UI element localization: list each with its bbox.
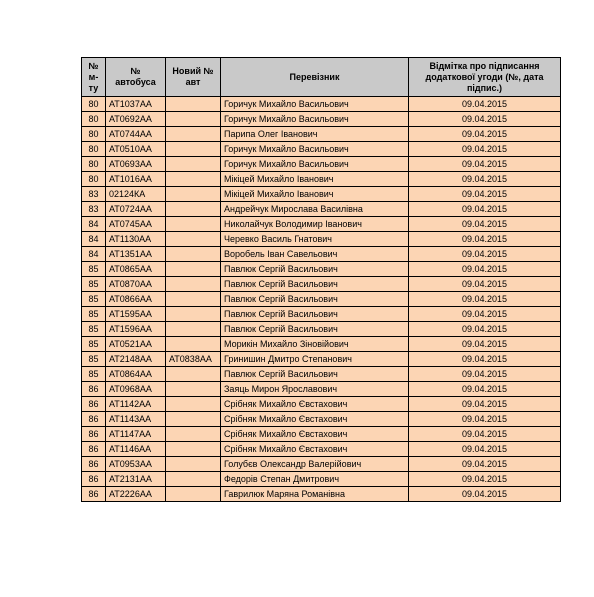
agreement-mark-cell: 09.04.2015 <box>409 202 561 217</box>
bus-number-cell: АТ0953АА <box>106 457 166 472</box>
agreement-mark-cell: 09.04.2015 <box>409 172 561 187</box>
agreement-mark-cell: 09.04.2015 <box>409 382 561 397</box>
new-bus-number-cell <box>166 187 221 202</box>
new-bus-number-cell <box>166 322 221 337</box>
agreement-mark-cell: 09.04.2015 <box>409 187 561 202</box>
new-bus-number-cell <box>166 397 221 412</box>
route-number-cell: 86 <box>82 457 106 472</box>
table-row <box>82 277 561 292</box>
new-bus-number-cell <box>166 232 221 247</box>
new-bus-number-cell <box>166 472 221 487</box>
table-row <box>82 307 561 322</box>
route-number-cell: 86 <box>82 412 106 427</box>
bus-number-cell: АТ0865АА <box>106 262 166 277</box>
carrier-cell: Срібняк Михайло Євстахович <box>221 397 409 412</box>
new-bus-number-cell <box>166 172 221 187</box>
carrier-cell: Морикін Михайло Зіновійович <box>221 337 409 352</box>
table-header <box>82 58 561 97</box>
bus-number-cell: АТ2226АА <box>106 487 166 502</box>
carrier-cell: Горичук Михайло Васильович <box>221 112 409 127</box>
carrier-cell: Андрейчук Мирослава Василівна <box>221 202 409 217</box>
table-row <box>82 457 561 472</box>
table-row <box>82 397 561 412</box>
agreement-mark-cell: 09.04.2015 <box>409 277 561 292</box>
route-number-cell: 85 <box>82 292 106 307</box>
route-number-cell: 86 <box>82 487 106 502</box>
agreement-mark-cell: 09.04.2015 <box>409 472 561 487</box>
carrier-cell: Парипа Олег Іванович <box>221 127 409 142</box>
bus-number-cell: АТ1037АА <box>106 97 166 112</box>
route-number-cell: 84 <box>82 232 106 247</box>
carrier-cell: Мікіцей Михайло Іванович <box>221 187 409 202</box>
table-row <box>82 487 561 502</box>
carrier-cell: Горичук Михайло Васильович <box>221 157 409 172</box>
bus-number-cell: АТ1130АА <box>106 232 166 247</box>
bus-number-cell: АТ1016АА <box>106 172 166 187</box>
bus-number-cell: АТ1143АА <box>106 412 166 427</box>
bus-number-cell: АТ1147АА <box>106 427 166 442</box>
carrier-cell: Заяць Мирон Ярославович <box>221 382 409 397</box>
table-row <box>82 322 561 337</box>
new-bus-number-cell <box>166 427 221 442</box>
header-row <box>82 58 561 97</box>
new-bus-number-cell <box>166 457 221 472</box>
new-bus-number-cell <box>166 202 221 217</box>
table-row <box>82 202 561 217</box>
bus-number-cell: АТ0521АА <box>106 337 166 352</box>
table-row <box>82 427 561 442</box>
table-row <box>82 412 561 427</box>
bus-number-cell: АТ0692АА <box>106 112 166 127</box>
carrier-cell: Воробель Іван Савельович <box>221 247 409 262</box>
bus-number-cell: АТ1146АА <box>106 442 166 457</box>
table-row <box>82 292 561 307</box>
route-number-cell: 80 <box>82 112 106 127</box>
route-number-cell: 85 <box>82 352 106 367</box>
table-row <box>82 367 561 382</box>
route-number-cell: 86 <box>82 442 106 457</box>
carrier-cell: Голубєв Олександр Валерійович <box>221 457 409 472</box>
agreement-mark-cell: 09.04.2015 <box>409 337 561 352</box>
route-number-cell: 80 <box>82 97 106 112</box>
bus-number-cell: АТ0870АА <box>106 277 166 292</box>
header-carrier: Перевізник <box>221 58 409 97</box>
agreement-mark-cell: 09.04.2015 <box>409 412 561 427</box>
new-bus-number-cell <box>166 442 221 457</box>
carrier-cell: Срібняк Михайло Євстахович <box>221 427 409 442</box>
agreement-mark-cell: 09.04.2015 <box>409 322 561 337</box>
new-bus-number-cell <box>166 262 221 277</box>
table-row <box>82 382 561 397</box>
route-number-cell: 86 <box>82 427 106 442</box>
table-row <box>82 337 561 352</box>
header-new-bus-number: Новий № авт <box>166 58 221 97</box>
route-number-cell: 85 <box>82 337 106 352</box>
header-bus-number: № автобуса <box>106 58 166 97</box>
bus-number-cell: АТ0745АА <box>106 217 166 232</box>
table-row <box>82 247 561 262</box>
route-number-cell: 86 <box>82 472 106 487</box>
carrier-cell: Черевко Василь Гнатович <box>221 232 409 247</box>
carrier-cell: Павлюк Сергій Васильович <box>221 322 409 337</box>
table-row <box>82 217 561 232</box>
agreement-mark-cell: 09.04.2015 <box>409 487 561 502</box>
new-bus-number-cell <box>166 157 221 172</box>
new-bus-number-cell <box>166 367 221 382</box>
route-number-cell: 84 <box>82 217 106 232</box>
table-row <box>82 172 561 187</box>
route-number-cell: 83 <box>82 202 106 217</box>
new-bus-number-cell <box>166 382 221 397</box>
carrier-cell: Павлюк Сергій Васильович <box>221 277 409 292</box>
bus-number-cell: АТ2131АА <box>106 472 166 487</box>
carrier-cell: Гаврилюк Маряна Романівна <box>221 487 409 502</box>
route-number-cell: 86 <box>82 382 106 397</box>
table-row <box>82 472 561 487</box>
route-number-cell: 80 <box>82 127 106 142</box>
agreement-mark-cell: 09.04.2015 <box>409 247 561 262</box>
route-number-cell: 80 <box>82 157 106 172</box>
bus-number-cell: АТ2148АА <box>106 352 166 367</box>
table-body <box>82 97 561 502</box>
carrier-cell: Николайчук Володимир Іванович <box>221 217 409 232</box>
table-row <box>82 187 561 202</box>
route-number-cell: 85 <box>82 262 106 277</box>
new-bus-number-cell <box>166 97 221 112</box>
agreement-mark-cell: 09.04.2015 <box>409 292 561 307</box>
new-bus-number-cell <box>166 127 221 142</box>
new-bus-number-cell <box>166 277 221 292</box>
carrier-cell: Федорів Степан Дмитрович <box>221 472 409 487</box>
route-number-cell: 80 <box>82 172 106 187</box>
carrier-cell: Срібняк Михайло Євстахович <box>221 412 409 427</box>
carrier-cell: Павлюк Сергій Васильович <box>221 367 409 382</box>
agreement-mark-cell: 09.04.2015 <box>409 142 561 157</box>
bus-number-cell: АТ0864АА <box>106 367 166 382</box>
bus-number-cell: АТ0968АА <box>106 382 166 397</box>
bus-number-cell: АТ0510АА <box>106 142 166 157</box>
table-row <box>82 142 561 157</box>
bus-number-cell: АТ0744АА <box>106 127 166 142</box>
route-number-cell: 85 <box>82 322 106 337</box>
agreement-mark-cell: 09.04.2015 <box>409 352 561 367</box>
agreement-mark-cell: 09.04.2015 <box>409 217 561 232</box>
bus-number-cell: АТ1595АА <box>106 307 166 322</box>
table-row <box>82 442 561 457</box>
route-number-cell: 84 <box>82 247 106 262</box>
agreement-mark-cell: 09.04.2015 <box>409 97 561 112</box>
agreement-mark-cell: 09.04.2015 <box>409 397 561 412</box>
header-route-number: № м-ту <box>82 58 106 97</box>
agreement-mark-cell: 09.04.2015 <box>409 442 561 457</box>
table-row <box>82 112 561 127</box>
bus-number-cell: 02124КА <box>106 187 166 202</box>
route-number-cell: 83 <box>82 187 106 202</box>
new-bus-number-cell <box>166 217 221 232</box>
carrier-cell: Павлюк Сергій Васильович <box>221 307 409 322</box>
agreement-mark-cell: 09.04.2015 <box>409 232 561 247</box>
table-row <box>82 127 561 142</box>
new-bus-number-cell <box>166 307 221 322</box>
bus-number-cell: АТ0693АА <box>106 157 166 172</box>
carrier-cell: Гринишин Дмитро Степанович <box>221 352 409 367</box>
route-number-cell: 80 <box>82 142 106 157</box>
agreement-mark-cell: 09.04.2015 <box>409 127 561 142</box>
table-row <box>82 232 561 247</box>
table-row <box>82 352 561 367</box>
agreement-mark-cell: 09.04.2015 <box>409 262 561 277</box>
new-bus-number-cell <box>166 292 221 307</box>
bus-number-cell: АТ0866АА <box>106 292 166 307</box>
new-bus-number-cell <box>166 247 221 262</box>
agreement-mark-cell: 09.04.2015 <box>409 157 561 172</box>
agreement-mark-cell: 09.04.2015 <box>409 427 561 442</box>
route-number-cell: 85 <box>82 307 106 322</box>
route-number-cell: 85 <box>82 277 106 292</box>
bus-number-cell: АТ1596АА <box>106 322 166 337</box>
agreement-mark-cell: 09.04.2015 <box>409 112 561 127</box>
carrier-cell: Срібняк Михайло Євстахович <box>221 442 409 457</box>
bus-number-cell: АТ1142АА <box>106 397 166 412</box>
carrier-cell: Горичук Михайло Васильович <box>221 142 409 157</box>
new-bus-number-cell <box>166 412 221 427</box>
new-bus-number-cell: АТ0838АА <box>166 352 221 367</box>
new-bus-number-cell <box>166 142 221 157</box>
agreement-mark-cell: 09.04.2015 <box>409 307 561 322</box>
carrier-cell: Павлюк Сергій Васильович <box>221 292 409 307</box>
carrier-cell: Павлюк Сергій Васильович <box>221 262 409 277</box>
bus-number-cell: АТ1351АА <box>106 247 166 262</box>
agreement-mark-cell: 09.04.2015 <box>409 367 561 382</box>
table-row <box>82 157 561 172</box>
header-agreement-mark: Відмітка про підписання додаткової угоди (№, дата підпис.) <box>409 58 561 97</box>
carrier-cell: Мікіцей Михайло Іванович <box>221 172 409 187</box>
new-bus-number-cell <box>166 487 221 502</box>
carrier-cell: Горичук Михайло Васильович <box>221 97 409 112</box>
route-number-cell: 86 <box>82 397 106 412</box>
new-bus-number-cell <box>166 112 221 127</box>
agreement-mark-cell: 09.04.2015 <box>409 457 561 472</box>
table-row <box>82 97 561 112</box>
bus-contract-table <box>81 57 561 502</box>
table-row <box>82 262 561 277</box>
new-bus-number-cell <box>166 337 221 352</box>
bus-number-cell: АТ0724АА <box>106 202 166 217</box>
route-number-cell: 85 <box>82 367 106 382</box>
